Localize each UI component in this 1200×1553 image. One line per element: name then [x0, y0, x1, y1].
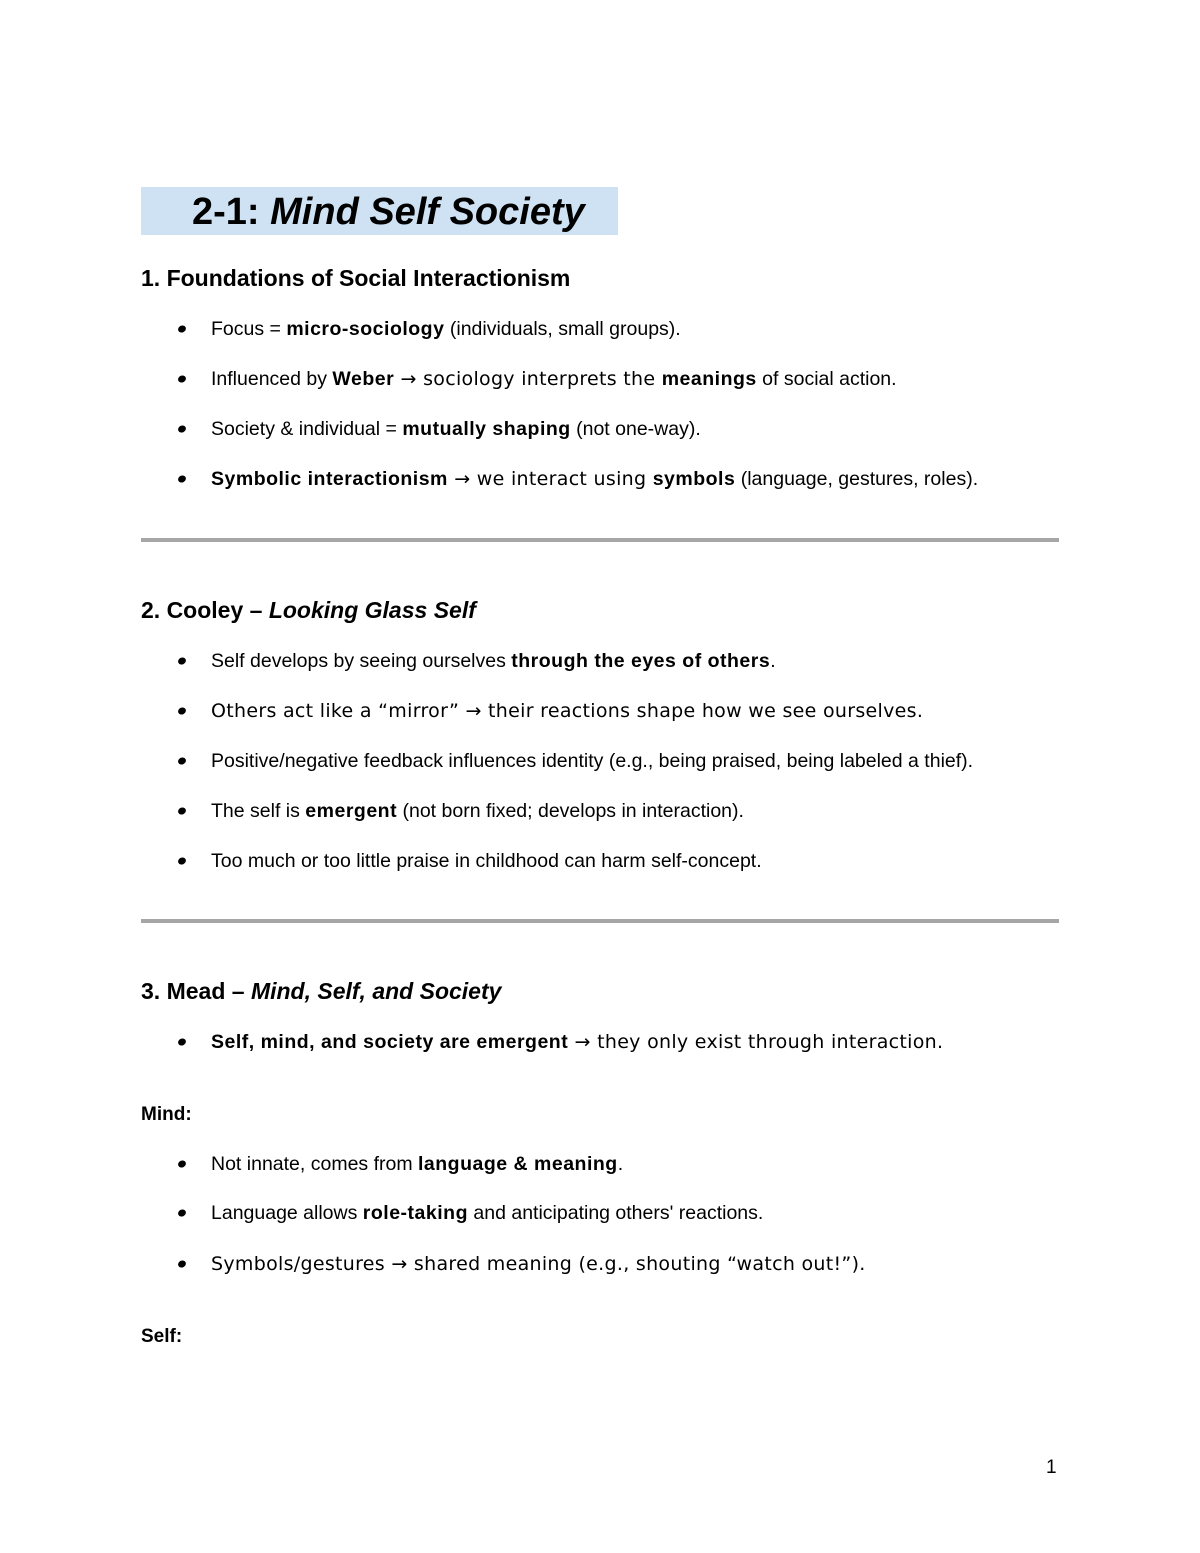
bullet-icon [178, 657, 187, 666]
list-item: Focus = micro-sociology (individuals, small groups). [211, 318, 681, 340]
list-item: Positive/negative feedback influences identity (e.g., being praised, being labeled a thief). [211, 750, 974, 772]
title-main: Mind Self Society [270, 191, 585, 233]
page-number: 1 [1046, 1457, 1057, 1478]
list-item: Self develops by seeing ourselves through the eyes of others. [211, 650, 776, 672]
bullet-icon [178, 375, 187, 384]
list-item: Symbols/gestures → shared meaning (e.g., shouting “watch out!”). [211, 1253, 866, 1275]
list-item: The self is emergent (not born fixed; develops in interaction). [211, 800, 744, 822]
section-2-heading: 2. Cooley – Looking Glass Self [141, 597, 476, 623]
list-item: Self, mind, and society are emergent → they only exist through interaction. [211, 1031, 944, 1053]
title-prefix: 2-1: [192, 191, 271, 233]
horizontal-rule [141, 538, 1059, 542]
bullet-icon [178, 425, 187, 434]
bullet-icon [178, 1209, 187, 1218]
mind-label: Mind: [141, 1104, 192, 1125]
bullet-icon [178, 757, 187, 766]
self-label: Self: [141, 1326, 183, 1347]
list-item: Language allows role-taking and anticipating others' reactions. [211, 1202, 764, 1224]
section-3-heading: 3. Mead – Mind, Self, and Society [141, 978, 502, 1004]
list-item: Symbolic interactionism → we interact using symbols (language, gestures, roles). [211, 468, 979, 490]
bullet-icon [178, 325, 187, 334]
bullet-icon [178, 1260, 187, 1269]
bullet-icon [178, 807, 187, 816]
list-item: Not innate, comes from language & meaning. [211, 1153, 624, 1175]
list-item: Influenced by Weber → sociology interprets the meanings of social action. [211, 368, 897, 390]
horizontal-rule [141, 919, 1059, 923]
list-item: Too much or too little praise in childhood can harm self-concept. [211, 850, 762, 872]
list-item: Others act like a “mirror” → their reactions shape how we see ourselves. [211, 700, 924, 722]
bullet-icon [178, 707, 187, 716]
bullet-icon [178, 1160, 187, 1169]
bullet-icon [178, 475, 187, 484]
page-title [192, 186, 585, 238]
list-item: Society & individual = mutually shaping (not one-way). [211, 418, 701, 440]
bullet-icon [178, 1038, 187, 1047]
section-1-heading: 1. Foundations of Social Interactionism [141, 265, 571, 291]
bullet-icon [178, 857, 187, 866]
